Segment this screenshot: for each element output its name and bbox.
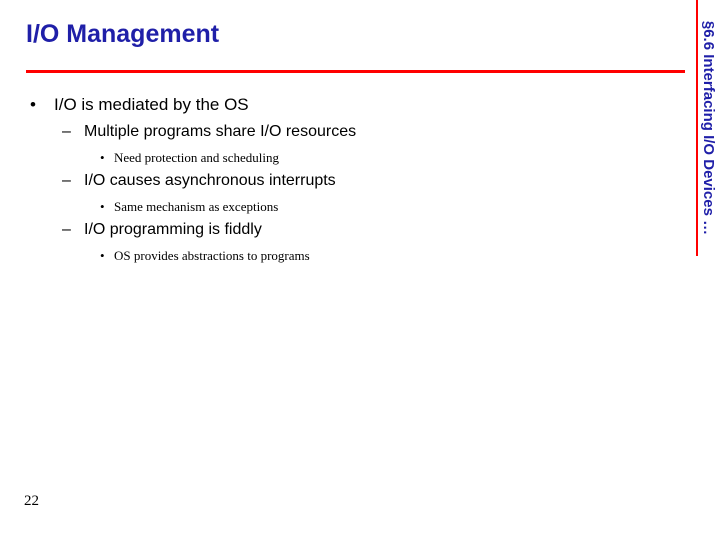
bullet-level3 <box>100 248 310 264</box>
bullet-level3 <box>100 150 279 166</box>
bullet-marker: • <box>100 150 105 165</box>
title-divider <box>26 70 685 73</box>
bullet-marker: • <box>100 248 105 263</box>
bullet-marker: • <box>100 199 105 214</box>
bullet-marker: • <box>30 95 36 114</box>
bullet-level2 <box>62 123 356 141</box>
bullet-level2 <box>62 221 262 239</box>
dash-marker: – <box>62 221 71 238</box>
bullet-text: I/O causes asynchronous interrupts <box>84 172 336 189</box>
bullet-text: I/O programming is fiddly <box>84 221 262 238</box>
bullet-text: Same mechanism as exceptions <box>114 199 279 214</box>
bullet-level1 <box>30 95 249 115</box>
bullet-text: Need protection and scheduling <box>114 150 279 165</box>
bullet-level3 <box>100 199 278 215</box>
dash-marker: – <box>62 172 71 189</box>
section-label: §6.6 Interfacing I/O Devices … <box>700 20 717 236</box>
bullet-text: OS provides abstractions to programs <box>114 248 310 263</box>
bullet-text: I/O is mediated by the OS <box>54 95 249 114</box>
page-number: 22 <box>24 493 39 509</box>
bullet-text: Multiple programs share I/O resources <box>84 123 357 140</box>
dash-marker: – <box>62 123 71 140</box>
bullet-level2 <box>62 172 336 190</box>
slide-title: I/O Management <box>26 20 220 48</box>
